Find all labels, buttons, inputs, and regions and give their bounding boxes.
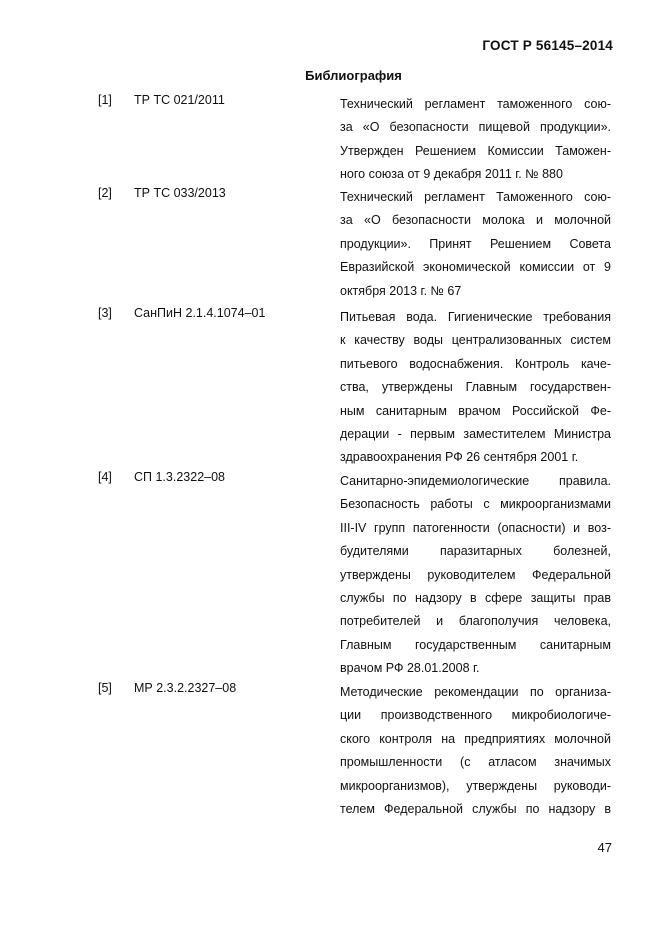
- entry-description-line: Санитарно-эпидемиологические правила.: [340, 474, 611, 488]
- entry-description-line: дерации - первым заместителем Министра: [340, 426, 611, 441]
- entry-description-line: промышленности (с атласом значимых: [340, 755, 611, 770]
- entry-description-line: потребителей и благополучия человека,: [340, 614, 611, 629]
- page-number: 47: [597, 840, 612, 855]
- entry-document-code: СанПиН 2.1.4.1074–01: [134, 306, 266, 320]
- entry-description-line: ции производственного микробиологиче-: [340, 708, 611, 723]
- entry-description-line: ным санитарным врачом Российской Фе-: [340, 403, 611, 418]
- entry-description-line: за «О безопасности пищевой продукции».: [340, 120, 611, 135]
- entry-number: [4]: [98, 470, 112, 484]
- entry-number: [5]: [98, 681, 112, 695]
- entry-document-code: ТР ТС 021/2011: [134, 93, 225, 107]
- entry-description-line: ного союза от 9 декабря 2011 г. № 880: [340, 167, 563, 182]
- entry-number: [3]: [98, 306, 112, 320]
- entry-description: [340, 93, 611, 187]
- entry-description-line: ства, утверждены Главным государствен-: [340, 380, 611, 395]
- entry-description-line: октября 2013 г. № 67: [340, 283, 462, 298]
- entry-description-line: Методические рекомендации по организа-: [340, 685, 611, 699]
- entry-description-line: ского контроля на предприятиях молочной: [340, 731, 611, 746]
- entry-description: [340, 186, 611, 303]
- entry-description-line: утверждены руководителем Федеральной: [340, 567, 611, 582]
- entry-description-line: врачом РФ 28.01.2008 г.: [340, 661, 480, 676]
- entry-number: [1]: [98, 93, 112, 107]
- entry-description-line: Утвержден Решением Комиссии Таможен-: [340, 143, 611, 158]
- entry-number: [2]: [98, 186, 112, 200]
- entry-document-code: МР 2.3.2.2327–08: [134, 681, 237, 695]
- entry-description-line: к качеству воды централизованных систем: [340, 333, 611, 348]
- entry-description-line: Безопасность работы с микроорганизмами: [340, 497, 611, 512]
- entry-description-line: здравоохранения РФ 26 сентября 2001 г.: [340, 450, 579, 465]
- entry-description-line: Евразийской экономической комиссии от 9: [340, 260, 611, 275]
- entry-description-line: Технический регламент Таможенного сою-: [340, 190, 611, 204]
- entry-description-line: микроорганизмов), утверждены руководи-: [340, 778, 611, 793]
- entry-document-code: СП 1.3.2322–08: [134, 470, 225, 484]
- entry-description-line: продукции». Принят Решением Совета: [340, 236, 611, 251]
- entry-description-line: Главным государственным санитарным: [340, 637, 611, 652]
- entry-description-line: будителями паразитарных болезней,: [340, 544, 611, 559]
- entry-description-line: за «О безопасности молока и молочной: [340, 213, 611, 228]
- entry-description: [340, 470, 611, 681]
- bibliography-title: Библиография: [305, 68, 402, 83]
- entry-description-line: телем Федеральной службы по надзору в: [340, 801, 611, 816]
- entry-description-line: Питьевая вода. Гигиенические требования: [340, 310, 611, 324]
- entry-description: [340, 681, 611, 821]
- entry-description-line: III-IV групп патогенности (опасности) и воз-: [340, 520, 611, 535]
- entry-description-line: Технический регламент таможенного сою-: [340, 97, 611, 111]
- entry-description: [340, 306, 611, 470]
- entry-description-line: питьевого водоснабжения. Контроль каче-: [340, 356, 611, 371]
- entry-description-line: службы по надзору в сфере защиты прав: [340, 590, 611, 605]
- document-standard-header: ГОСТ Р 56145–2014: [482, 38, 613, 53]
- entry-document-code: ТР ТС 033/2013: [134, 186, 226, 200]
